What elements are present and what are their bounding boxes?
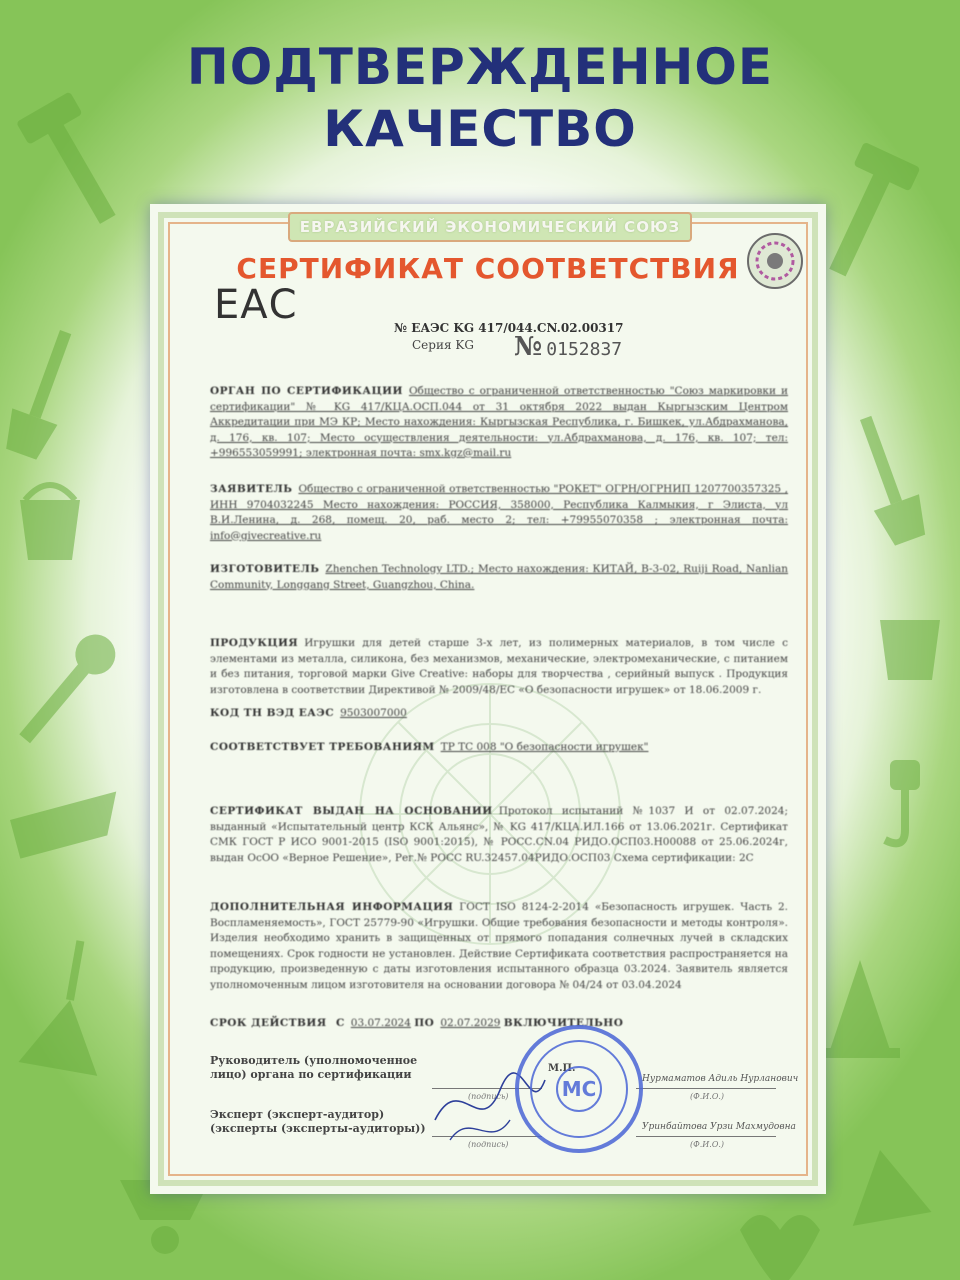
serial-value: 0152837	[546, 339, 623, 360]
validity-to: 02.07.2029	[440, 1017, 501, 1029]
section-additional	[210, 900, 788, 993]
trowel-icon	[841, 1143, 932, 1226]
head-label-line-1: Руководитель (уполномоченное	[210, 1054, 418, 1067]
section-text: Zhenchen Technology LTD.; Место нахождения: КИТАЙ, B-3-02, Ruiji Road, Nanlian Community, Longgang Street, Guangzhou, China.	[210, 563, 788, 591]
section-label: ИЗГОТОВИТЕЛЬ	[210, 563, 320, 575]
seal-place-label: М.П.	[548, 1063, 576, 1074]
certificate-number: № ЕАЭС KG 417/044.CN.02.00317	[394, 321, 624, 335]
head-name: Нурмаматов Адиль Нурланович	[642, 1074, 799, 1084]
validity-to-prefix: ПО	[414, 1017, 435, 1029]
section-label: СООТВЕТСТВУЕТ ТРЕБОВАНИЯМ	[210, 741, 435, 753]
expert-name: Уринбайтова Урзи Махмудовна	[642, 1122, 796, 1132]
section-label: СЕРТИФИКАТ ВЫДАН НА ОСНОВАНИИ	[210, 805, 493, 817]
section-label: ДОПОЛНИТЕЛЬНАЯ ИНФОРМАЦИЯ	[210, 901, 454, 913]
cone-icon	[820, 960, 900, 1058]
headline	[0, 36, 960, 160]
section-requirements	[210, 740, 788, 756]
validity-suffix: ВКЛЮЧИТЕЛЬНО	[503, 1017, 624, 1029]
saw-icon	[10, 792, 127, 859]
section-text: Игрушки для детей старше 3-х лет, из полимерных материалов, в том числе с элементами из металла, силикона, без механизмов, механические, электромеханические, с питанием и без питания, торговой марки Give Creative: наборы для творчества , серийный выпуск . Продукция изготовлена в соответствии Директивой № 2009/48/ЕС «О безопасности игрушек» от 18.06.2009 г.	[210, 637, 788, 696]
expert-name-caption: (Ф.И.О.)	[690, 1140, 725, 1149]
trowel-icon	[18, 934, 119, 1076]
stamp-text: МС	[561, 1077, 597, 1101]
expert-name-line	[636, 1136, 776, 1137]
section-label: СРОК ДЕЙСТВИЯ	[210, 1017, 327, 1029]
shovel-icon	[843, 410, 933, 549]
certificate-title: СЕРТИФИКАТ СООТВЕТСТВИЯ	[236, 252, 740, 285]
section-tnved	[210, 706, 788, 722]
expert-label-line-2: (эксперты (эксперты-аудиторы))	[210, 1122, 426, 1135]
section-certification-body	[210, 384, 788, 462]
head-label-line-2: лицо) органа по сертификации	[210, 1068, 412, 1081]
headline-line-1: ПОДТВЕРЖДЕННОЕ	[186, 38, 774, 96]
validity-from-prefix: С	[335, 1017, 345, 1029]
expert-signature-label	[210, 1108, 426, 1136]
series-label: Серия KG	[412, 338, 474, 352]
certification-stamp	[512, 1022, 646, 1156]
section-label: ЗАЯВИТЕЛЬ	[210, 483, 293, 495]
head-name-line	[636, 1088, 776, 1089]
serial-prefix: №	[514, 332, 543, 362]
crane-hook-icon	[885, 760, 920, 843]
section-text: Общество с ограниченной ответственностью "РОКЕТ" ОГРН/ОГРНИП 1207700357325 , ИНН 9704032245 Место нахождения: РОССИЯ, 358000, Республика Калмыкия, г Элиста, ул В.И.Ленина, д. 268, помещ. 20, раб. место 2; тел: +79955070358 ; электронная почта: info@givecreative.ru	[210, 483, 788, 542]
head-signature-label	[210, 1054, 417, 1082]
expert-signature-caption: (подпись)	[468, 1140, 509, 1149]
section-label: КОД ТН ВЭД ЕАЭС	[210, 707, 335, 719]
section-product	[210, 636, 788, 698]
validity-from: 03.07.2024	[350, 1017, 411, 1029]
heart-icon	[740, 1215, 820, 1280]
section-validity	[210, 1016, 788, 1032]
section-text: Протокол испытаний №1037 И от 02.07.2024; выданный «Испытательный центр КСК Альянс», № KG 417/КЦА.ИЛ.166 от 13.06.2021г. Сертификат СМК ГОСТ Р ИСО 9001-2015 (ISO 9001:2015), № РОСС.CN.04 РИДО.ОСП03.Н00088 от 25.06.2024г, выдан ОсОО «Верное Решение», Рег.№ РОСС RU.32457.04РИДО.ОСП03 Схема сертификации: 2С	[210, 805, 788, 864]
wrench-icon	[9, 626, 123, 751]
section-label: ОРГАН ПО СЕРТИФИКАЦИИ	[210, 385, 403, 397]
section-applicant	[210, 482, 788, 544]
certificate	[150, 204, 826, 1194]
serial-number	[514, 332, 622, 362]
bucket-icon	[20, 485, 80, 560]
section-text: 9503007000	[340, 707, 407, 719]
hammer-icon	[809, 142, 920, 286]
head-name-caption: (Ф.И.О.)	[690, 1092, 725, 1101]
eac-mark: ЕАС	[214, 282, 298, 328]
section-label: ПРОДУКЦИЯ	[210, 637, 299, 649]
section-basis	[210, 804, 788, 866]
section-manufacturer	[210, 562, 788, 593]
expert-label-line-1: Эксперт (эксперт-аудитор)	[210, 1108, 385, 1121]
eaeu-banner: ЕВРАЗИЙСКИЙ ЭКОНОМИЧЕСКИЙ СОЮЗ	[288, 212, 692, 242]
section-text: ТР ТС 008 "О безопасности игрушек"	[440, 741, 649, 753]
headline-line-2: КАЧЕСТВО	[323, 100, 637, 158]
bucket-icon	[880, 620, 940, 680]
section-text: Общество с ограниченной ответственностью "Союз маркировки и сертификации" № KG 417/КЦА.ОСП.044 от 31 октября 2022 выдан Кыргызским Центром Аккредитации при МЭ КР; Место нахождения: Кыргызская Республика, г. Бишкек, ул.Абдрахманова, д. 176, кв. 107; Место осуществления деятельности: ул.Абдрахманова, д. 176, кв. 107; тел: +996553059991; электронная почта: smx.kgz@mail.ru	[210, 385, 789, 459]
section-text: ГОСТ ISO 8124-2-2014 «Безопасность игрушек. Часть 2. Воспламеняемость», ГОСТ 25779-90 «Игрушки. Общие требования безопасности и методы контроля». Изделия необходимо хранить в защищенных от прямого попадания солнечных лучей в складских помещениях. Срок годности не установлен. Действие Сертификата соответствия распространяется на продукцию, произведенную с даты изготовления испытанного образца 03.2024. Заявитель является уполномоченным лицом изготовителя на основании договора № 04/24 от 03.04.2024	[210, 901, 789, 991]
shovel-icon	[0, 324, 88, 463]
head-signature-caption: (подпись)	[468, 1092, 509, 1101]
